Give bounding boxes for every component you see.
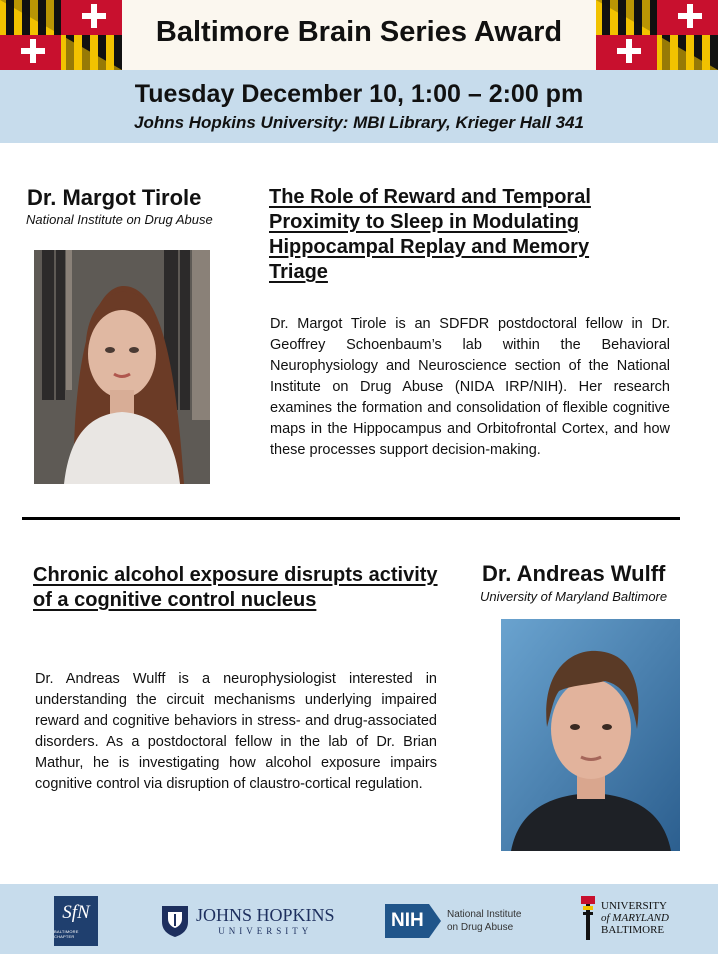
event-date-time: Tuesday December 10, 1:00 – 2:00 pm (134, 80, 584, 108)
speaker1-photo (34, 250, 210, 484)
nih-logo-line1: National Institute (447, 909, 522, 920)
jhu-wordmark (196, 906, 335, 936)
umd-logo-line1: UNIVERSITY (601, 900, 667, 912)
speaker1-affiliation: National Institute on Drug Abuse (26, 212, 213, 227)
umd-mace-icon (578, 894, 598, 942)
sfn-logo-sub: BALTIMORE CHAPTER (54, 929, 79, 939)
nih-badge-text: NIH (391, 910, 424, 931)
umd-logo (578, 894, 669, 942)
nih-logo (385, 904, 522, 938)
nih-wordmark (447, 908, 522, 934)
speaker1-name: Dr. Margot Tirole (27, 185, 202, 210)
sponsor-footer (0, 884, 718, 954)
speaker2-affiliation: University of Maryland Baltimore (480, 589, 668, 604)
speaker1-talk-title: The Role of Reward and Temporal Proximity to Sleep in Modulating Hippocampal Replay and Memory Triage (269, 186, 591, 283)
nih-logo-line2: on Drug Abuse (447, 922, 514, 933)
sfn-logo-mark: SfN (62, 902, 90, 923)
header-title-band (0, 0, 718, 70)
event-title: Baltimore Brain Series Award (155, 16, 563, 48)
umd-wordmark (601, 900, 669, 936)
speaker2-name: Dr. Andreas Wulff (482, 561, 666, 586)
speaker2-photo (501, 619, 680, 851)
sfn-logo (54, 896, 98, 946)
umd-logo-line3: BALTIMORE (601, 924, 665, 936)
jhu-logo-line1: JOHNS HOPKINS (196, 905, 335, 925)
jhu-logo (160, 904, 335, 938)
speaker1-bio: Dr. Margot Tirole is an SDFDR postdoctoral fellow in Dr. Geoffrey Schoenbaum’s lab within the Behavioral Neurophysiology and Neuroscience section of the National Institute on Drug Abuse (NIDA IRP/NIH). Her research examines the formation and consolidation of flexible cognitive maps in the Hippocampus and Orbitofrontal Cortex, and how these processes support decision-making. (270, 316, 670, 458)
nih-badge-icon (385, 904, 441, 938)
speaker2-bio: Dr. Andreas Wulff is a neurophysiologist interested in understanding the circuit mechanisms underlying impaired reward and cognitive behaviors in stress- and drug-associated disorders. As a postdoctoral fellow in the lab of Dr. Brian Mathur, he is investigating how alcohol exposure impairs cognitive control via disruption of claustro-cortical regulation. (35, 671, 437, 792)
event-location: Johns Hopkins University: MBI Library, Krieger Hall 341 (133, 113, 584, 132)
speaker2-talk-title: Chronic alcohol exposure disrupts activity of a cognitive control nucleus (33, 564, 438, 611)
umd-logo-line2: of MARYLAND (601, 912, 669, 924)
jhu-shield-icon (160, 904, 190, 938)
event-info-band (0, 70, 718, 143)
section-divider (22, 517, 680, 520)
jhu-logo-line2: UNIVERSITY (218, 926, 313, 936)
